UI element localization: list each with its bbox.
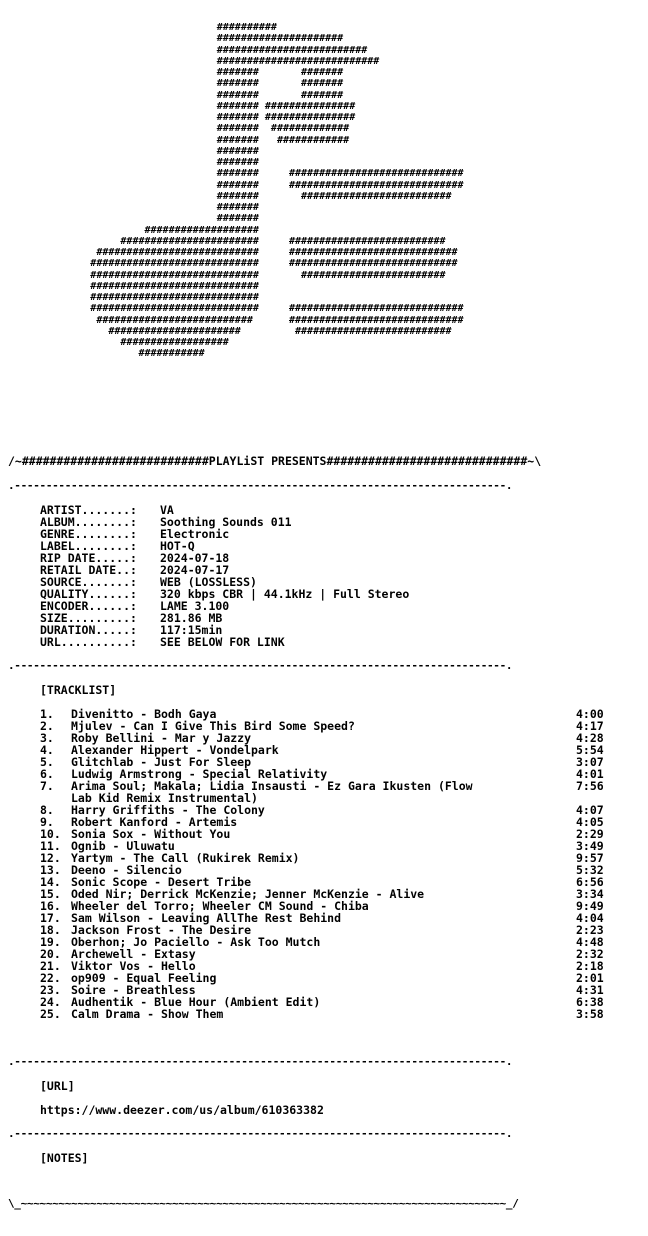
tracklist-heading: [TRACKLIST] — [40, 683, 117, 697]
info-field-value: 320 kbps CBR | 44.1kHz | Full Stereo — [160, 587, 410, 601]
info-field-value: 117:15min — [160, 623, 223, 637]
track-duration: 4:00 — [576, 707, 604, 721]
track-title: Deeno - Silencio — [71, 863, 182, 877]
track-title: Sam Wilson - Leaving AllThe Rest Behind — [71, 911, 342, 925]
info-field-key: ENCODER......: — [40, 599, 137, 613]
track-number: 19. — [40, 935, 61, 949]
track-title: Jackson Frost - The Desire — [71, 923, 252, 937]
track-title: Wheeler del Torro; Wheeler CM Sound - Chiba — [71, 899, 369, 913]
info-field-value: VA — [160, 503, 174, 517]
info-field-value: Soothing Sounds 011 — [160, 515, 292, 529]
track-number: 7. — [40, 779, 54, 793]
divider-tracklist: .------------------------------------------------------------------------------. — [8, 660, 513, 672]
track-number: 10. — [40, 827, 61, 841]
track-number: 17. — [40, 911, 61, 925]
track-duration: 5:54 — [576, 743, 604, 757]
track-title: Audhentik - Blue Hour (Ambient Edit) — [71, 995, 321, 1009]
info-field-key: GENRE........: — [40, 527, 137, 541]
track-title: Alexander Hippert - Vondelpark — [71, 743, 279, 757]
album-url-link[interactable]: https://www.deezer.com/us/album/610363382 — [40, 1103, 324, 1117]
track-number: 25. — [40, 1007, 61, 1021]
info-field-value: Electronic — [160, 527, 230, 541]
track-duration: 4:04 — [576, 911, 604, 925]
track-title: Mjulev - Can I Give This Bird Some Speed? — [71, 719, 355, 733]
info-field-value: 281.86 MB — [160, 611, 223, 625]
info-field-key: URL..........: — [40, 635, 137, 649]
info-field-value: 2024-07-18 — [160, 551, 230, 565]
ascii-logo-art: ########## ##################### ######################### ########################### ####### ####### ####### ####### ####### ####### ####### ############### ####### ############### ####### ############# ####### ############ ####### ####### ####### ############################# ####### ############################# ####### ######################### ####### ####### ################### ####################### ########################## ########################### ############################ ############################ ############################ ############################ ######################## ############################ ############################ ############################ ############################# ########################## ############################# ###################### ########################## ################## ########### — [90, 22, 464, 360]
track-number: 9. — [40, 815, 54, 829]
track-duration: 4:28 — [576, 731, 604, 745]
track-title: Sonia Sox - Without You — [71, 827, 231, 841]
release-info — [8, 504, 640, 648]
bottom-border: \_~~~~~~~~~~~~~~~~~~~~~~~~~~~~~~~~~~~~~~~~~~~~~~~~~~~~~~~~~~~~~~~~~~~~~~~~~~~~~_/ — [8, 1198, 519, 1210]
url-heading: [URL] — [40, 1079, 75, 1093]
info-field-key: QUALITY......: — [40, 587, 137, 601]
divider-notes: .------------------------------------------------------------------------------. — [8, 1128, 513, 1140]
track-number: 1. — [40, 707, 54, 721]
track-title: Ognib - Uluwatu — [71, 839, 175, 853]
track-title: Lab Kid Remix Instrumental) — [71, 791, 258, 805]
track-title: Divenitto - Bodh Gaya — [71, 707, 217, 721]
track-number: 24. — [40, 995, 61, 1009]
info-field-key: ARTIST.......: — [40, 503, 137, 517]
track-duration: 9:49 — [576, 899, 604, 913]
track-duration: 7:56 — [576, 779, 604, 793]
track-title: Glitchlab - Just For Sleep — [71, 755, 252, 769]
info-field-key: RIP DATE.....: — [40, 551, 137, 565]
track-title: Soire - Breathless — [71, 983, 196, 997]
track-number: 2. — [40, 719, 54, 733]
info-field-value: LAME 3.100 — [160, 599, 230, 613]
track-number: 4. — [40, 743, 54, 757]
track-title: Yartym - The Call (Rukirek Remix) — [71, 851, 300, 865]
ascii-logo — [0, 0, 648, 440]
divider-url: .------------------------------------------------------------------------------. — [8, 1056, 513, 1068]
track-duration: 4:31 — [576, 983, 604, 997]
track-duration: 9:57 — [576, 851, 604, 865]
track-duration: 2:23 — [576, 923, 604, 937]
track-title: op909 - Equal Feeling — [71, 971, 217, 985]
track-number: 21. — [40, 959, 61, 973]
track-number: 23. — [40, 983, 61, 997]
track-duration: 2:32 — [576, 947, 604, 961]
track-title: Harry Griffiths - The Colony — [71, 803, 265, 817]
track-number: 5. — [40, 755, 54, 769]
track-duration: 4:07 — [576, 803, 604, 817]
track-title: Calm Drama - Show Them — [71, 1007, 224, 1021]
track-duration: 4:05 — [576, 815, 604, 829]
track-title: Robert Kanford - Artemis — [71, 815, 238, 829]
track-title: Roby Bellini - Mar y Jazzy — [71, 731, 252, 745]
track-duration: 2:18 — [576, 959, 604, 973]
track-number: 13. — [40, 863, 61, 877]
track-number: 3. — [40, 731, 54, 745]
track-duration: 3:07 — [576, 755, 604, 769]
track-number: 8. — [40, 803, 54, 817]
track-title: Ludwig Armstrong - Special Relativity — [71, 767, 328, 781]
info-field-key: SOURCE.......: — [40, 575, 137, 589]
info-field-key: ALBUM........: — [40, 515, 137, 529]
track-title: Oberhon; Jo Paciello - Ask Too Mutch — [71, 935, 321, 949]
track-duration: 2:01 — [576, 971, 604, 985]
track-number: 20. — [40, 947, 61, 961]
tracklist — [8, 708, 640, 1020]
info-field-row — [8, 636, 640, 648]
track-duration: 2:29 — [576, 827, 604, 841]
track-duration: 3:58 — [576, 1007, 604, 1021]
track-number: 22. — [40, 971, 61, 985]
divider-top: .------------------------------------------------------------------------------. — [8, 480, 513, 492]
track-number: 14. — [40, 875, 61, 889]
track-duration: 4:17 — [576, 719, 604, 733]
track-row — [8, 1008, 640, 1020]
track-duration: 4:01 — [576, 767, 604, 781]
info-field-key: RETAIL DATE..: — [40, 563, 137, 577]
track-number: 15. — [40, 887, 61, 901]
track-duration: 3:34 — [576, 887, 604, 901]
track-number: 16. — [40, 899, 61, 913]
track-number: 6. — [40, 767, 54, 781]
track-number: 11. — [40, 839, 61, 853]
info-field-key: SIZE.........: — [40, 611, 137, 625]
track-title: Archewell - Extasy — [71, 947, 196, 961]
track-duration: 4:48 — [576, 935, 604, 949]
info-field-key: LABEL........: — [40, 539, 137, 553]
info-field-value: HOT-Q — [160, 539, 195, 553]
track-title: Oded Nir; Derrick McKenzie; Jenner McKenzie - Alive — [71, 887, 425, 901]
notes-heading: [NOTES] — [40, 1151, 89, 1165]
track-number: 18. — [40, 923, 61, 937]
info-field-value: SEE BELOW FOR LINK — [160, 635, 285, 649]
track-duration: 6:38 — [576, 995, 604, 1009]
track-title: Viktor Vos - Hello — [71, 959, 196, 973]
info-field-key: DURATION.....: — [40, 623, 137, 637]
track-number: 12. — [40, 851, 61, 865]
info-field-value: WEB (LOSSLESS) — [160, 575, 257, 589]
track-duration: 6:56 — [576, 875, 604, 889]
track-title: Arima Soul; Makala; Lidia Insausti - Ez Gara Ikusten (Flow — [71, 779, 473, 793]
banner: /~###########################PLAYLiST PRESENTS#############################~\ — [8, 455, 542, 467]
info-field-value: 2024-07-17 — [160, 563, 230, 577]
track-duration: 3:49 — [576, 839, 604, 853]
track-duration: 5:32 — [576, 863, 604, 877]
track-title: Sonic Scope - Desert Tribe — [71, 875, 252, 889]
